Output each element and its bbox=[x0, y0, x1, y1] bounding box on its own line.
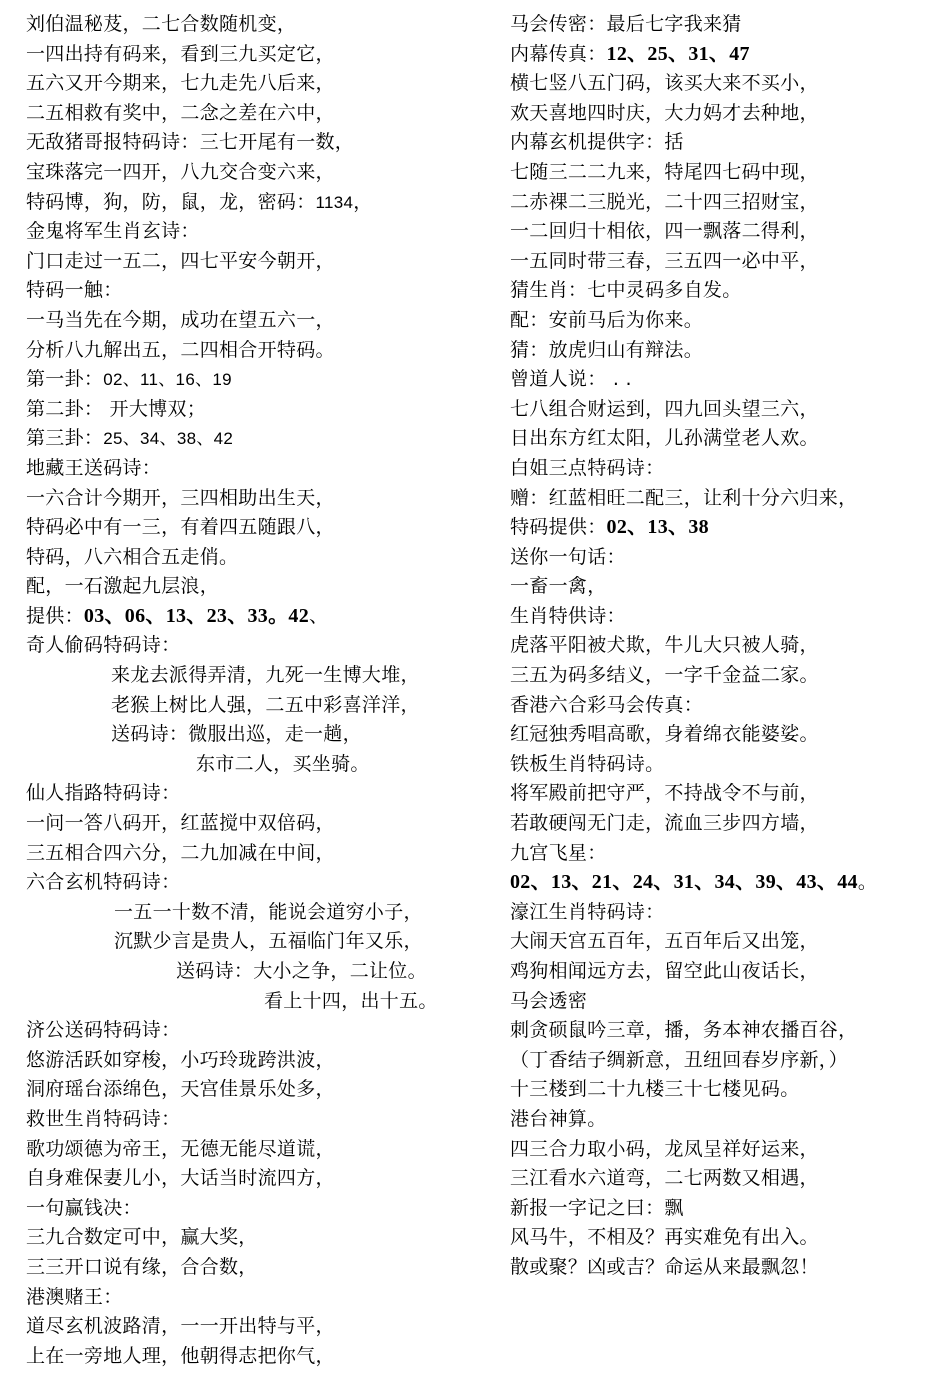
line-text: 悠游活跃如穿梭，小巧玲珑跨洪波， bbox=[26, 1048, 335, 1071]
text-line bbox=[510, 454, 930, 484]
text-line bbox=[510, 336, 930, 366]
line-text: 一六合计今期开，三四相助出生天， bbox=[26, 486, 335, 509]
text-line bbox=[510, 1016, 930, 1046]
text-line bbox=[510, 247, 930, 277]
text-line bbox=[26, 40, 486, 70]
line-text: 铁板生肖特码诗。 bbox=[510, 752, 665, 775]
line-text: 提供： bbox=[26, 604, 84, 627]
text-line bbox=[26, 247, 486, 277]
bold-numbers: 12、25、31、47 bbox=[606, 42, 750, 65]
line-text: 三三开口说有缘，合合数， bbox=[26, 1255, 258, 1278]
line-text: 送码诗：大小之争，二让位。 bbox=[176, 960, 427, 982]
line-text: 奇人偷码特码诗： bbox=[26, 634, 181, 657]
line-text: 第三卦： bbox=[26, 427, 104, 450]
text-line bbox=[26, 1105, 486, 1135]
line-text: 马会透密 bbox=[510, 989, 588, 1012]
text-line bbox=[26, 424, 486, 454]
text-line bbox=[510, 1046, 930, 1076]
line-text: 二赤裸二三脱光，二十四三招财宝， bbox=[510, 190, 819, 213]
text-line bbox=[26, 128, 486, 158]
line-text: 济公送码特码诗： bbox=[26, 1019, 181, 1042]
text-line bbox=[510, 927, 930, 957]
line-text: ， bbox=[353, 190, 373, 213]
text-line bbox=[26, 898, 486, 928]
line-text: 金鬼将军生肖玄诗： bbox=[26, 220, 200, 243]
text-line bbox=[26, 513, 486, 543]
line-text: 横七竖八五门码，该买大来不买小， bbox=[510, 72, 819, 95]
text-line bbox=[26, 543, 486, 573]
text-line bbox=[26, 454, 486, 484]
text-line bbox=[510, 128, 930, 158]
text-line bbox=[510, 720, 930, 750]
line-text: 沉默少言是贵人，五福临门年又乐， bbox=[114, 930, 423, 953]
line-text: 五六又开今期来，七九走先八后来， bbox=[26, 72, 335, 95]
text-line bbox=[26, 1312, 486, 1342]
line-text: 老猴上树比人强，二五中彩喜洋洋， bbox=[111, 693, 420, 716]
line-text: 二五相救有奖中，二念之差在六中， bbox=[26, 101, 335, 124]
bold-numbers: 03、06、13、23、33。42 bbox=[83, 604, 310, 627]
line-text: 内幕传真： bbox=[510, 42, 607, 65]
text-line bbox=[26, 1046, 486, 1076]
text-line bbox=[510, 276, 930, 306]
line-text: 猜：放虎归山有辩法。 bbox=[510, 338, 704, 361]
line-text: 风马牛，不相及？再实难免有出入。 bbox=[510, 1226, 819, 1249]
text-line bbox=[510, 484, 930, 514]
text-line bbox=[510, 809, 930, 839]
right-column bbox=[510, 10, 930, 1283]
text-line bbox=[510, 602, 930, 632]
line-text: 看上十四，出十五。 bbox=[264, 989, 438, 1012]
line-text: 六合玄机特码诗： bbox=[26, 871, 181, 894]
text-line bbox=[510, 779, 930, 809]
line-text: 歌功颂德为帝王，无德无能尽道谎， bbox=[26, 1137, 335, 1160]
text-line bbox=[26, 395, 486, 425]
line-text: 内幕玄机提供字：括 bbox=[510, 131, 684, 154]
line-text: 送码诗：微服出巡，走一趟， bbox=[111, 723, 362, 746]
line-text: 洞府瑶台添绵色，天宫佳景乐处多， bbox=[26, 1078, 335, 1101]
line-text: 特码提供： bbox=[510, 516, 607, 539]
text-line bbox=[26, 336, 486, 366]
text-line bbox=[510, 868, 930, 898]
line-text: 道尽玄机波路清，一一开出特与平， bbox=[26, 1315, 335, 1338]
text-line bbox=[510, 10, 930, 40]
text-line bbox=[26, 839, 486, 869]
text-line bbox=[510, 543, 930, 573]
line-text: 刺贪硕鼠吟三章，播，务本神农播百谷， bbox=[510, 1019, 858, 1042]
line-text: 十三楼到二十九楼三十七楼见码。 bbox=[510, 1078, 800, 1101]
line-text: 鸡狗相闻远方去，留空此山夜话长， bbox=[510, 960, 819, 982]
line-text: 七随三二二九来，特尾四七码中现， bbox=[510, 160, 819, 183]
line-text: 若敢硬闯无门走，流血三步四方墙， bbox=[510, 812, 819, 835]
line-text: 港台神算。 bbox=[510, 1107, 607, 1130]
line-text: 宝珠落完一四开，八九交合变六来， bbox=[26, 160, 335, 183]
text-line bbox=[26, 661, 486, 691]
text-line bbox=[26, 809, 486, 839]
line-text: 红冠独秀唱高歌，身着绵衣能婆娑。 bbox=[510, 723, 819, 746]
line-text: 赠：红蓝相旺二配三，让利十分六归来， bbox=[510, 486, 858, 509]
line-text: 三五相合四六分，二九加减在中间， bbox=[26, 841, 335, 864]
text-line bbox=[26, 306, 486, 336]
line-text: 港澳赌王： bbox=[26, 1285, 123, 1308]
text-line bbox=[26, 365, 486, 395]
text-line bbox=[26, 188, 486, 218]
text-line bbox=[26, 572, 486, 602]
text-line bbox=[510, 188, 930, 218]
text-line bbox=[510, 99, 930, 129]
line-text: 刘伯温秘芨，二七合数随机变， bbox=[26, 13, 297, 35]
text-line bbox=[26, 927, 486, 957]
line-text: 大闹天宫五百年，五百年后又出笼， bbox=[510, 930, 819, 953]
line-text: 。 bbox=[857, 871, 878, 894]
text-line bbox=[510, 661, 930, 691]
text-line bbox=[26, 779, 486, 809]
text-line bbox=[510, 572, 930, 602]
line-text: 仙人指路特码诗： bbox=[26, 782, 181, 805]
line-text: 猜生肖：七中灵码多自发。 bbox=[510, 279, 742, 302]
text-line bbox=[510, 839, 930, 869]
line-text: 第二卦： 开大博双； bbox=[26, 397, 207, 420]
text-line bbox=[26, 69, 486, 99]
text-line bbox=[510, 750, 930, 780]
text-line bbox=[26, 1223, 486, 1253]
text-line bbox=[510, 1105, 930, 1135]
text-line bbox=[510, 1164, 930, 1194]
line-text: 特码博，狗，防，鼠，龙，密码： bbox=[26, 190, 316, 213]
line-text: 一二回归十相依，四一飘落二得利， bbox=[510, 220, 819, 243]
text-line bbox=[510, 957, 930, 987]
text-line bbox=[510, 40, 930, 70]
line-text: 配：安前马后为你来。 bbox=[510, 308, 704, 331]
text-line bbox=[26, 217, 486, 247]
line-text: 日出东方红太阳，儿孙满堂老人欢。 bbox=[510, 427, 819, 450]
line-text: 送你一句话： bbox=[510, 545, 626, 568]
text-line bbox=[510, 217, 930, 247]
text-line bbox=[26, 1135, 486, 1165]
text-line bbox=[26, 602, 486, 632]
text-line bbox=[26, 1075, 486, 1105]
text-line bbox=[26, 987, 486, 1017]
line-text: 一五一十数不清，能说会道穷小子， bbox=[114, 900, 423, 923]
text-line bbox=[26, 276, 486, 306]
line-text: 三九合数定可中，赢大奖， bbox=[26, 1226, 258, 1249]
line-text: 上在一旁地人理，他朝得志把你气， bbox=[26, 1344, 335, 1367]
text-line bbox=[510, 365, 930, 395]
bold-numbers: 02、13、21、24、31、34、39、43、44 bbox=[510, 871, 858, 894]
text-line bbox=[26, 720, 486, 750]
line-text: 一畜一禽， bbox=[510, 575, 607, 598]
line-text: 东市二人，买坐骑。 bbox=[196, 752, 370, 775]
line-text: 自身难保妻儿小，大话当时流四方， bbox=[26, 1167, 335, 1190]
text-line bbox=[26, 1164, 486, 1194]
line-text: 四三合力取小码，龙凤呈祥好运来， bbox=[510, 1137, 819, 1160]
line-text: 来龙去派得弄清，九死一生博大堆， bbox=[111, 664, 420, 687]
text-line bbox=[26, 750, 486, 780]
line-text: 无敌猪哥报特码诗：三七开尾有一数， bbox=[26, 131, 355, 154]
text-line bbox=[510, 1075, 930, 1105]
text-line bbox=[26, 1194, 486, 1224]
line-text: 九宫飞星： bbox=[510, 841, 607, 864]
text-line bbox=[510, 1223, 930, 1253]
text-line bbox=[510, 1135, 930, 1165]
text-line bbox=[26, 158, 486, 188]
text-line bbox=[510, 1194, 930, 1224]
text-line bbox=[510, 395, 930, 425]
text-line bbox=[510, 424, 930, 454]
text-line bbox=[26, 1016, 486, 1046]
line-text: 一马当先在今期，成功在望五六一， bbox=[26, 308, 335, 331]
text-line bbox=[26, 1283, 486, 1313]
text-line bbox=[510, 987, 930, 1017]
line-text: 三江看水六道弯，二七两数又相遇， bbox=[510, 1167, 819, 1190]
line-text: 一五同时带三春，三五四一必中平， bbox=[510, 249, 819, 272]
line-text: 配，一石激起九层浪， bbox=[26, 575, 220, 598]
text-line bbox=[26, 868, 486, 898]
line-text: 白姐三点特码诗： bbox=[510, 456, 665, 479]
line-text: 分析八九解出五，二四相合开特码。 bbox=[26, 338, 335, 361]
line-text: （丁香结子绸新意，丑纽回春岁序新，） bbox=[510, 1048, 848, 1071]
numbers: 1134 bbox=[315, 192, 354, 212]
line-text: 曾道人说： . . bbox=[510, 368, 632, 391]
line-text: 濠江生肖特码诗： bbox=[510, 900, 665, 923]
line-text: 特码一触： bbox=[26, 279, 123, 302]
line-text: 三五为码多结义，一字千金益二家。 bbox=[510, 664, 819, 687]
line-text: 新报一字记之曰：飘 bbox=[510, 1196, 684, 1219]
line-text: 第一卦： bbox=[26, 368, 104, 391]
line-text: 七八组合财运到，四九回头望三六， bbox=[510, 397, 819, 420]
line-text: 欢天喜地四时庆，大力妈才去种地， bbox=[510, 101, 819, 124]
text-line bbox=[510, 69, 930, 99]
text-line bbox=[26, 957, 486, 987]
line-text: 一问一答八码开，红蓝搅中双倍码， bbox=[26, 812, 335, 835]
text-line bbox=[26, 484, 486, 514]
bold-numbers: 02、13、38 bbox=[606, 516, 709, 539]
line-text: 虎落平阳被犬欺，牛儿大只被人骑， bbox=[510, 634, 819, 657]
text-line bbox=[26, 691, 486, 721]
text-line bbox=[26, 1342, 486, 1372]
line-text: 生肖特供诗： bbox=[510, 604, 626, 627]
numbers: 02、11、16、19 bbox=[103, 370, 232, 390]
line-text: 救世生肖特码诗： bbox=[26, 1107, 181, 1130]
line-text: 、 bbox=[309, 604, 329, 627]
text-line bbox=[510, 898, 930, 928]
line-text: 香港六合彩马会传真： bbox=[510, 693, 704, 716]
line-text: 马会传密：最后七字我来猜 bbox=[510, 13, 742, 35]
line-text: 一四出持有码来，看到三九买定它， bbox=[26, 42, 335, 65]
text-line bbox=[26, 631, 486, 661]
line-text: 将军殿前把守严，不持战令不与前， bbox=[510, 782, 819, 805]
left-column bbox=[26, 10, 486, 1371]
line-text: 特码必中有一三，有着四五随跟八， bbox=[26, 516, 335, 539]
text-line bbox=[26, 99, 486, 129]
text-line bbox=[510, 1253, 930, 1283]
line-text: 地藏王送码诗： bbox=[26, 456, 162, 479]
line-text: 门口走过一五二，四七平安今朝开， bbox=[26, 249, 335, 272]
text-line bbox=[26, 10, 486, 40]
line-text: 特码，八六相合五走俏。 bbox=[26, 545, 239, 568]
text-line bbox=[510, 158, 930, 188]
numbers: 25、34、38、42 bbox=[103, 429, 234, 449]
text-line bbox=[510, 513, 930, 543]
text-line bbox=[510, 306, 930, 336]
line-text: 一句赢钱决： bbox=[26, 1196, 142, 1219]
text-line bbox=[26, 1253, 486, 1283]
text-line bbox=[510, 691, 930, 721]
text-line bbox=[510, 631, 930, 661]
line-text: 散或聚？凶或吉？命运从来最飘忽！ bbox=[510, 1255, 819, 1278]
